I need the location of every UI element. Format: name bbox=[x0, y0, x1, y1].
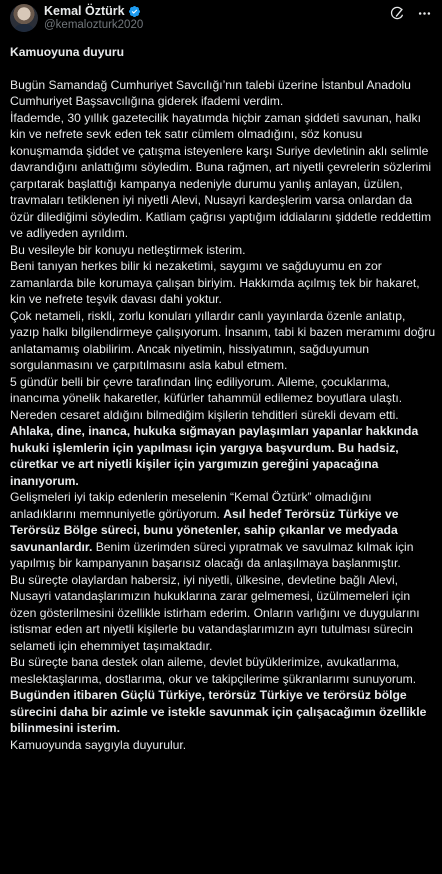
paragraph-intro: Bugün Samandağ Cumhuriyet Savcılığı’nın talebi üzerine İstanbul Anadolu Cumhuriyet Başsavcılığına giderek ifademi verdim. bbox=[10, 77, 411, 108]
avatar-shirt bbox=[14, 24, 34, 32]
paragraph-citizens: Bu süreçte olaylardan habersiz, iyi niyetli, ülkesine, devletine bağlı Alevi, Nusayri vatandaşlarımızın hukuklarına zarar gelmemesi, üzülmemeleri için özen gösterilmesini özellikle istirham ederim. Onların varlığını ve duygularını istismar eden art niyetli kişilerle bu vatandaşlarımızın ayrı tutulması sürecin selameti için ehemmiyet taşımaktadır. bbox=[10, 572, 420, 653]
paragraph-lynch: 5 gündür belli bir çevre tarafından linç ediliyorum. Aileme, çocuklarıma, inancıma yönelik hakaretler, küfürler tahammül edilemez boyutlara ulaştı. Nereden cesaret aldığını bilmediğim kişilerin tehditleri sürekli devam etti. bbox=[10, 374, 403, 422]
paragraph-commitment: Bugünden itibaren Güçlü Türkiye, terörsüz Türkiye ve terörsüz bölge sürecini daha bir azimle ve istekle savunmak için çalışacağımın özellikle bilinmesini isterim. bbox=[10, 688, 427, 735]
verified-badge-icon bbox=[128, 5, 141, 18]
paragraph-work: Çok netameli, riskli, zorlu konuları yıllardır canlı yayınlarda özenle anlatıp, yazıp halkı bilgilendirmeye çalışıyorum. İnsanım, tabi ki bazen meramımı doğru anlatamamış olabilirim. Ancak niyetimin, hissiyatımın, sağduyumun sorgulanmasını ve çarpıtılmasını asla kabul etmem. bbox=[10, 308, 436, 372]
author-info bbox=[44, 4, 143, 31]
developments-tail: Benim üzerimden süreci yıpratmak ve savulmaz kılmak için yapılmış bir kampanyanın başarısız olacağı da anlaşılmaya başlanmıştır. bbox=[10, 539, 414, 570]
developments-bold: Asıl hedef Terörsüz Türkiye ve Terörsüz Bölge süreci, bunu yönetenler, sahip çıkanlar ve medyada savunanlardır. bbox=[10, 506, 399, 554]
post-header bbox=[0, 0, 442, 40]
paragraph-character: Beni tanıyan herkes bilir ki nezaketimi, saygımı ve sağduyumu en zor zamanlarda bile korumaya çalışan biriyim. Hakkımda açılmış tek bir hakaret, kin ve nefrete teşvik davası dahi yoktur. bbox=[10, 259, 420, 306]
post-text bbox=[10, 44, 436, 753]
paragraph-clarify: Bu vesileyle bir konuyu netleştirmek isterim. bbox=[10, 242, 246, 257]
post-title: Kamuoyuna duyuru bbox=[10, 45, 124, 59]
paragraph-thanks: Bu süreçte bana destek olan aileme, devlet büyüklerimize, avukatlarıma, meslektaşlarıma, dostlarıma, okur ve takipçilerime şükranlarımı sunuyorum. bbox=[10, 655, 417, 686]
handle[interactable]: @kemalozturk2020 bbox=[44, 19, 144, 31]
grok-icon[interactable] bbox=[390, 6, 405, 21]
paragraph-statement: İfademde, 30 yıllık gazetecilik hayatımda hiçbir zaman şiddeti savunan, halkı kin ve nefrete sevk eden tek satır cümlem olmadığını, söz konusu konuşmamda şiddet ve çatışma isteyenlere karşı Suriye devletinin aklı selimle davrandığını anlattığımı söyledim. Buna rağmen, art niyetli çevrelerin sözlerimi çarpıtarak başlattığı kampanya nedeniyle durumu yanlış anlayan, üzülen, travmaları tetiklenen iyi niyetli Alevi, Nusayri kardeşlerim varsa onlardan da özür dilediğimi söyledim. Katliam çağrısı yaptığım iddialarını şiddetle reddettim ve adliyeden ayrıldım. bbox=[10, 110, 432, 240]
post-actions bbox=[390, 6, 432, 21]
paragraph-closing: Kamuoyunda saygıyla duyurulur. bbox=[10, 737, 187, 752]
avatar[interactable] bbox=[10, 4, 38, 32]
display-name[interactable]: Kemal Öztürk bbox=[44, 4, 125, 18]
paragraph-developments bbox=[10, 489, 436, 572]
name-row bbox=[44, 4, 143, 18]
paragraph-legal-action: Ahlaka, dine, inanca, hukuka sığmayan paylaşımları yapanlar hakkında hukuki işlemlerin için yapılması için yargıya başvurdum. Bu hadsiz, cüretkar ve art niyetli kişiler için yargımızın gereğini yapacağına inanıyorum. bbox=[10, 424, 419, 488]
developments-text: Gelişmeleri iyi takip edenlerin meselenin “Kemal Öztürk” olmadığını anladıklarını memnuniyetle görüyorum. bbox=[10, 490, 372, 521]
more-icon[interactable] bbox=[417, 6, 432, 21]
